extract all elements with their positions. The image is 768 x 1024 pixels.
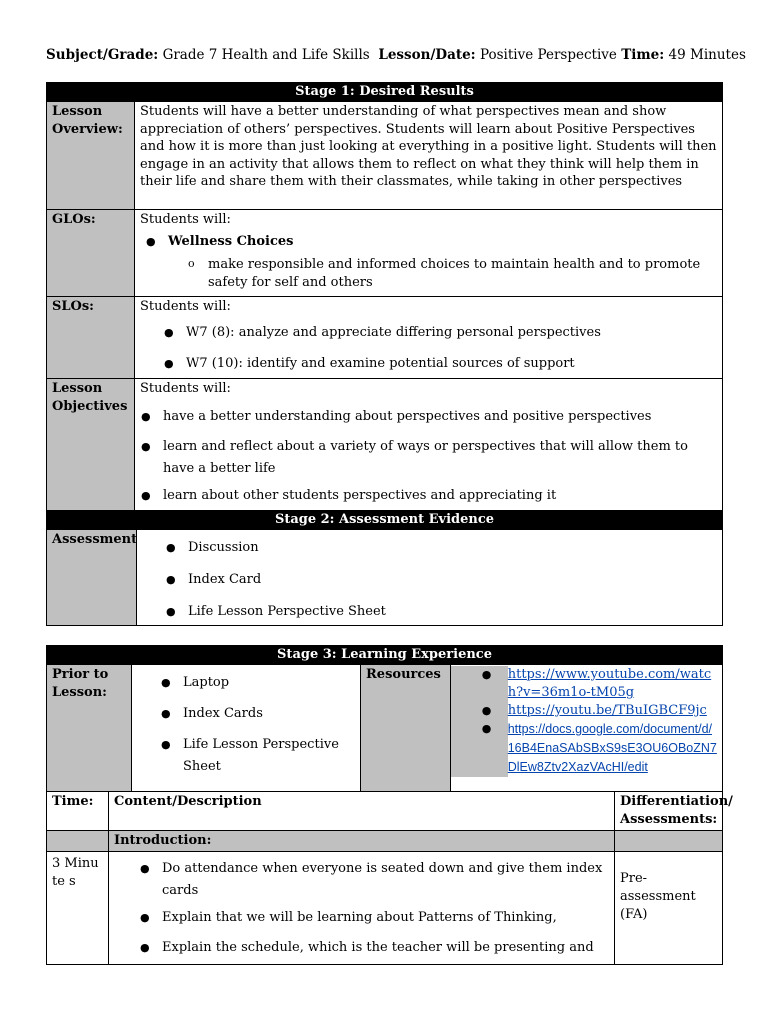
google-doc-link[interactable]: https://docs.google.com/document/d/16B4EnaSAbSBxS9sE3OU6OBoZN7DlEw8Ztv2XazVAcHI/edit [507,722,717,774]
slos-intro: Students will: [140,299,231,314]
subject-label: Subject/Grade: [46,47,159,63]
row-diff: Pre-assessment (FA) [615,852,723,965]
youtube-link-1[interactable]: https://www.youtube.com/watch?v=36m1o-tM05g [507,667,712,700]
col-time: Time: [47,792,109,831]
objectives-item: ● learn and reflect about a variety of ways or perspectives that will allow them to have a better life [163,436,717,480]
intro-diff-cell [615,831,723,852]
resources-label: Resources [361,665,451,792]
assessment-label: Assessment [47,530,137,626]
resources-cell [451,665,723,792]
overview-text: Students will have a better understanding of what perspectives mean and show appreciation of others’ perspectives. Students will learn about Positive Perspectives and how it is more than just looking at everything in a positive light. Students will then engage in an activity that allows them to reflect on what they think will help them in their life and share them with their classmates, while taking in other perspectives [135,102,723,210]
glos-sub-item: o make responsible and informed choices to maintain health and to promote safety for self and others [208,256,717,292]
prior-cell [132,665,361,792]
intro-time-cell [47,831,109,852]
row-time: 3 Minute s [47,852,109,965]
assessment-cell [137,530,723,626]
glos-label: GLOs: [47,210,135,297]
objectives-label: Lesson Objectives [47,379,135,512]
lesson-label: Lesson/Date: [378,47,476,63]
prior-label: Prior to Lesson: [47,665,132,792]
objectives-item: ● have a better understanding about perspectives and positive perspectives [163,406,717,428]
row-item: ● Do attendance when everyone is seated down and give them index cards [162,858,609,902]
resource-link[interactable]: ● https://www.youtube.com/watch?v=36m1o-tM05g [481,667,712,700]
glos-cell [135,210,723,297]
lesson-value: Positive Perspective [479,47,617,63]
stage2-table [46,510,723,626]
stage1-table [46,82,723,512]
resource-link[interactable]: ● https://youtu.be/TBuIGBCF9jc [481,703,707,718]
slos-label: SLOs: [47,297,135,379]
overview-label: Lesson Overview: [47,102,135,210]
time-label: Time: [621,47,665,63]
col-content: Content/Description [109,792,615,831]
assessment-item: ● Life Lesson Perspective Sheet [188,603,717,621]
objectives-cell [135,379,723,512]
stage1-title: Stage 1: Desired Results [47,83,723,102]
youtube-link-2[interactable]: https://youtu.be/TBuIGBCF9jc [507,703,707,718]
objectives-intro: Students will: [140,381,231,396]
row-item: ● Explain the schedule, which is the teacher will be presenting and [162,937,609,959]
resource-link[interactable]: ● https://docs.google.com/document/d/16B4EnaSAbSBxS9sE3OU6OBoZN7DlEw8Ztv2XazVAcHI/edit [481,722,717,774]
intro-label: Introduction: [109,831,615,852]
stage3-table [46,645,733,965]
glos-intro: Students will: [140,212,231,227]
assessment-item: ● Discussion [188,539,717,557]
slos-item: ● W7 (8): analyze and appreciate differing personal perspectives [186,324,717,342]
stage2-title: Stage 2: Assessment Evidence [47,511,723,530]
row-item: ● Explain that we will be learning about Patterns of Thinking, [162,907,609,929]
subject-value: Grade 7 Health and Life Skills [162,47,370,63]
prior-item: ● Life Lesson Perspective Sheet [183,734,355,778]
slos-cell [135,297,723,379]
col-diff: Differentiation/ Assessments: [615,792,723,831]
time-value: 49 Minutes [668,47,746,63]
objectives-item: ● learn about other students perspectives and appreciating it [163,485,717,507]
prior-item: ● Laptop [183,672,355,694]
lesson-header [46,46,746,64]
assessment-item: ● Index Card [188,571,717,589]
row-content [109,852,615,965]
slos-item: ● W7 (10): identify and examine potential sources of support [186,355,717,373]
glos-heading: ● Wellness Choices [168,233,717,251]
prior-item: ● Index Cards [183,703,355,725]
stage3-title: Stage 3: Learning Experience [47,646,723,665]
